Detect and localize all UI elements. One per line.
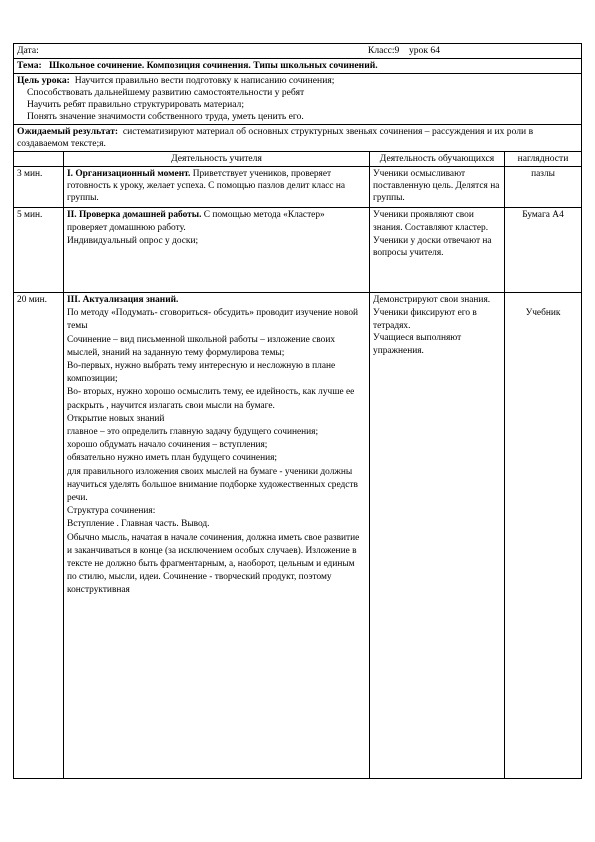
result-text: систематизируют материал об основных структурных звеньях сочинения – рассуждения и их роли в создаваемом тексте;я. [17,126,534,149]
stage-row-1 [14,167,582,208]
goal-line-3: Научить ребят правильно структурировать материал; [27,99,244,110]
stage-text: Вступление . Главная часть. Вывод. [67,519,210,530]
stage-text: Приветствует учеников, проверяет готовность к уроку, желает успеха. С помощью пазлов делит класс на группы. [67,169,346,203]
stage-time: 3 мин. [14,167,64,208]
stage-text: С помощью метода «Кластер» проверяет домашнюю работу. [67,210,325,233]
stage-text: Сочинение – вид письменной школьной работы – изложение своих мыслей, знаний на заданную тему формулирова темы; [67,334,336,358]
class-label: Класс:9 [367,45,400,56]
stage-row-3 [14,293,582,779]
topic-row [14,59,582,74]
visual-aid: Учебник [505,293,582,779]
students-activity: Ученики проявляют свои знания. Составляют кластер. Ученики у доски отвечают на вопросы учителя. [370,208,505,293]
result-row [14,125,582,152]
lesson-plan [13,43,581,779]
stage-title: II. Проверка домашней работы. [67,210,202,220]
stage-text: для правильного изложения своих мыслей на бумаге - ученики должны научиться уделять большое внимание подборке художественных средств речи. [67,466,358,504]
stage-text: Обычно мысль, начатая в начале сочинения, должна иметь свое развитие и заканчиваться в конце (за исключением особых случаев). Изложение в тексте не должно быть фрагментарным, а, наоборот, цельным и единым по стилю, мысли, идеи. Сочинение - творческий продукт, поэтому конструктивная [67,532,360,596]
goal-line-4: Понять значение значимости собственного труда, уметь ценить его. [27,111,304,122]
stage-text: Во-первых, нужно выбрать тему интересную и несложную в плане композиции; [67,361,336,385]
stage-text: обязательно нужно иметь план будущего сочинения; [67,453,278,464]
goal-label: Цель урока: [17,75,70,86]
column-students: Деятельность обучающихся [370,152,505,167]
stage-text: Во- вторых, нужно хорошо осмыслить тему, ее идейность, как лучше ее раскрыть , научится излагать свои мысли на бумаге. [67,387,355,411]
stage-text: По методу «Подумать- сговориться- обсудить» проводит изучение новой темы [67,308,359,332]
topic-text: Школьное сочинение. Композиция сочинения. Типы школьных сочинений. [48,60,378,71]
topic-label: Тема: [17,60,42,71]
stage-text: Структура сочинения: [67,506,156,517]
stage-text: главное – это определить главную задачу будущего сочинения; [67,427,319,438]
goal-line-2: Способствовать дальнейшему развитию самостоятельности у ребят [27,87,305,98]
stage-row-2 [14,208,582,293]
stage-title: III. Актуализация знаний. [67,295,179,305]
goal-row [14,74,582,125]
stage-text: хорошо обдумать начало сочинения – вступления; [67,440,268,451]
visual-aid: пазлы [505,167,582,208]
visual-aid: Бумага А4 [505,208,582,293]
columns-header-row [14,152,582,167]
students-activity: Ученики фиксируют его в тетрадях. [373,307,477,331]
stage-time: 5 мин. [14,208,64,293]
students-activity: Ученики осмысливают поставленную цель. Делятся на группы. [370,167,505,208]
goal-line-1: Научится правильно вести подготовку к написанию сочинения; [74,75,335,86]
stage-title: I. Организационный момент. [67,169,191,179]
students-activity: Демонстрируют свои знания. [373,295,491,305]
column-visuals: наглядности [505,152,582,167]
column-teacher: Деятельность учителя [64,152,370,167]
stage-text: Открытие новых знаний [67,413,165,424]
header-row [14,44,582,59]
students-activity: Учащиеся выполняют упражнения. [373,333,462,357]
lesson-number: урок 64 [408,45,440,56]
stage-text: Индивидуальный опрос у доски; [67,235,199,246]
date-label: Дата: [17,45,39,56]
result-label: Ожидаемый результат: [17,126,119,137]
lesson-table [13,43,582,779]
stage-time: 20 мин. [14,293,64,779]
